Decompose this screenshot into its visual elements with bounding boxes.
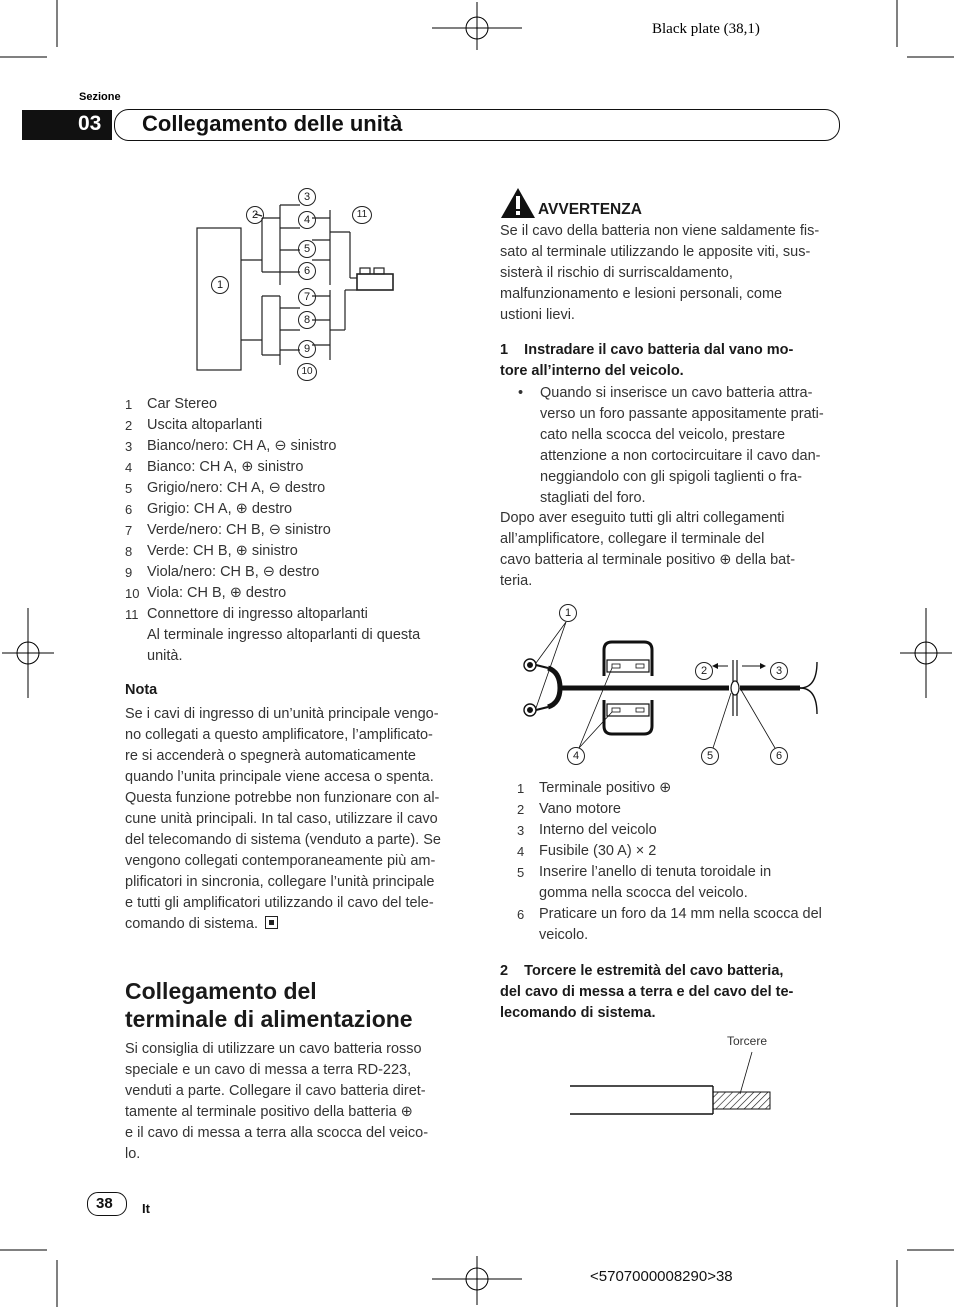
step1-bullet: • — [518, 385, 524, 401]
legend2-item: 2 Vano motore — [517, 801, 621, 817]
diagram2-label-6: 6 — [770, 747, 788, 765]
warning-title: AVVERTENZA — [538, 201, 642, 218]
legend2-item: 6 Praticare un foro da 14 mm nella scocca del veicolo. — [517, 906, 822, 943]
diagram1-label-7: 7 — [298, 288, 316, 306]
language-code: It — [142, 1201, 150, 1216]
diagram1-label-6: 6 — [298, 262, 316, 280]
diagram2-label-5: 5 — [701, 747, 719, 765]
diagram1-label-3: 3 — [298, 188, 316, 206]
legend2-item: 3 Interno del veicolo — [517, 822, 657, 838]
section-title: Collegamento delle unità — [142, 111, 403, 136]
section-number: 03 — [78, 112, 102, 135]
step1-bullet-text: Quando si inserisce un cavo batteria attra- verso un foro passante appositamente prati- cato nella scocca del veicolo, prestare attenzione a non cortocircuitare il cavo dan- neggiandolo con gli spigoli taglienti o fra- stagliati del foro. — [540, 385, 824, 506]
diagram1-label-2: 2 — [246, 206, 264, 224]
section2-title: Collegamento del terminale di alimentazione — [125, 978, 413, 1032]
warning-body: Se il cavo della batteria non viene saldamente fis- sato al terminale utilizzando le apposite viti, sus- sisterà il rischio di surriscaldamento, malfunzionamento e lesioni personali, come ustioni lievi. — [500, 223, 820, 323]
diagram1-label-8: 8 — [298, 311, 316, 329]
legend1-item: 1 Car Stereo — [125, 396, 218, 412]
legend1-item: 6 Grigio: CH A, ⊕ destro — [125, 501, 293, 517]
diagram1-label-9: 9 — [298, 340, 316, 358]
diagram1-label-10: 10 — [297, 363, 317, 381]
legend1-item: 7 Verde/nero: CH B, ⊖ sinistro — [125, 522, 331, 538]
document-code: <5707000008290>38 — [590, 1268, 733, 1285]
page-number: 38 — [96, 1195, 113, 1212]
diagram2-label-3: 3 — [770, 662, 788, 680]
diagram1-label-1: 1 — [211, 276, 229, 294]
plate-label: Black plate (38,1) — [652, 21, 760, 37]
step1-paragraph: Dopo aver eseguito tutti gli altri collegamenti all’amplificatore, collegare il terminale del cavo batteria al terminale positivo ⊕ della bat- teria. — [500, 510, 796, 589]
step1-heading: 1 Instradare il cavo batteria dal vano mo- tore all’interno del veicolo. — [500, 342, 794, 379]
twist-label: Torcere — [727, 1034, 768, 1048]
diagram1-label-11: 11 — [352, 206, 372, 224]
diagram1-label-5: 5 — [298, 240, 316, 258]
section2-body: Si consiglia di utilizzare un cavo batteria rosso speciale e un cavo di messa a terra RD-223, venduti a parte. Collegare il cavo batteria diret- tamente al terminale positivo della batteria ⊕ e il cavo di messa a terra alla scocca del veico- lo. — [125, 1041, 429, 1162]
legend1-item: 11 Connettore di ingresso altoparlanti Al terminale ingresso altoparlanti di questa unità. — [125, 606, 421, 664]
legend1-item: 4 Bianco: CH A, ⊕ sinistro — [125, 459, 304, 475]
legend1-item: 2 Uscita altoparlanti — [125, 417, 263, 433]
legend1-item: 5 Grigio/nero: CH A, ⊖ destro — [125, 480, 326, 496]
nota-title: Nota — [125, 682, 158, 698]
diagram2-label-1: 1 — [559, 604, 577, 622]
diagram2-label-2: 2 — [695, 662, 713, 680]
legend1-item: 8 Verde: CH B, ⊕ sinistro — [125, 543, 298, 559]
section-label: Sezione — [79, 91, 121, 103]
legend1-item: 3 Bianco/nero: CH A, ⊖ sinistro — [125, 438, 337, 454]
legend2-item: 4 Fusibile (30 A) × 2 — [517, 843, 657, 859]
legend1-item: 10 Viola: CH B, ⊕ destro — [125, 585, 287, 601]
nota-body: Se i cavi di ingresso di un’unità principale vengo- no collegati a questo amplificatore, l’amplificato- re si accenderà o spegnerà automaticamente quando l’unita principale viene accesa o spenta. Questa funzione potrebbe non funzionare con al- cune unità principali. In tal caso, utilizzare il cavo del telecomando di sistema (venduto a parte). Se vengono collegati contemporaneamente più am- plificatori in sincronia, collegare l’unità principale e tutti gli amplificatori utilizzando il cavo del tele- comando di sistema. — [125, 706, 441, 932]
diagram1-label-4: 4 — [298, 211, 316, 229]
diagram2-label-4: 4 — [567, 747, 585, 765]
legend1-item: 9 Viola/nero: CH B, ⊖ destro — [125, 564, 320, 580]
step2-heading: 2 Torcere le estremità del cavo batteria, del cavo di messa a terra e del cavo del te- lecomando di sistema. — [500, 963, 794, 1021]
legend2-item: 1 Terminale positivo ⊕ — [517, 780, 672, 796]
legend2-item: 5 Inserire l’anello di tenuta toroidale in gomma nella scocca del veicolo. — [517, 864, 772, 901]
